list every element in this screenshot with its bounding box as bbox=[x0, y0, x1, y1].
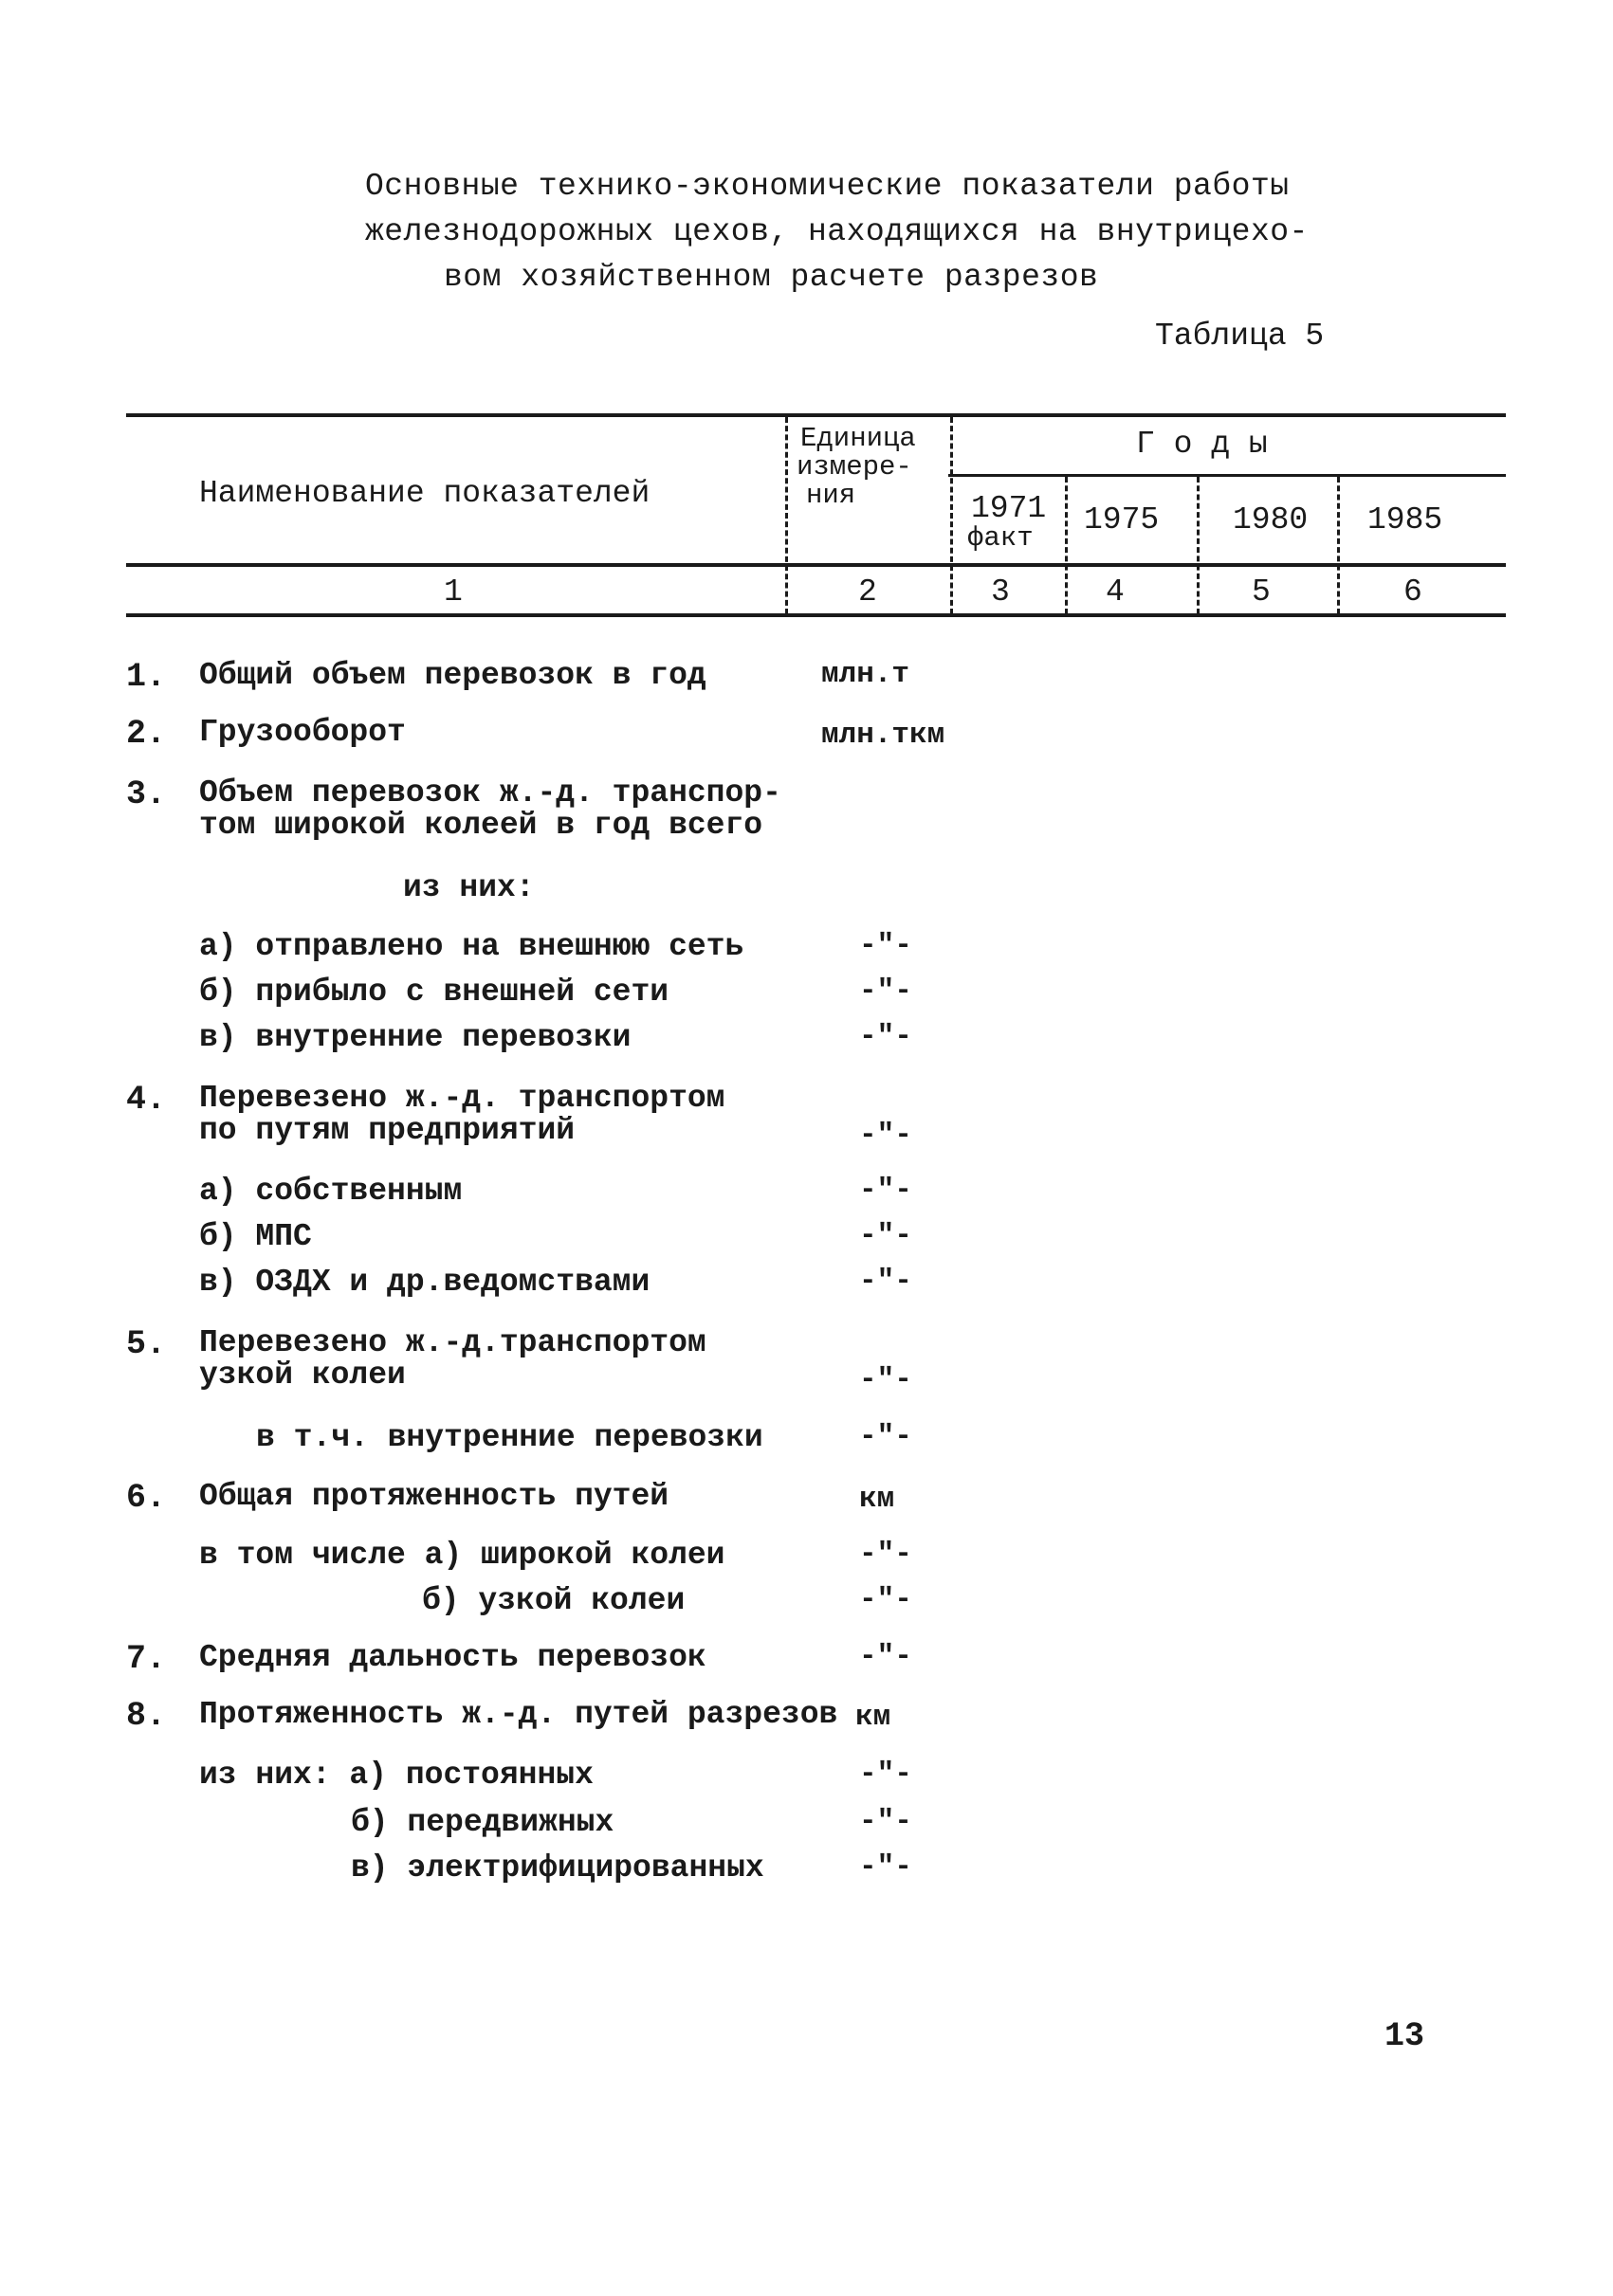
page-number: 13 bbox=[1384, 2017, 1425, 2055]
row-number: 5. bbox=[126, 1325, 167, 1363]
row-label: б) прибыло с внешней сети bbox=[199, 975, 669, 1010]
row-unit: -"- bbox=[859, 1020, 912, 1053]
row-label: а) собственным bbox=[199, 1174, 463, 1209]
header-unit-line-1: Единица bbox=[800, 423, 916, 454]
col-separator-3 bbox=[1065, 477, 1068, 614]
row-unit: млн.т bbox=[821, 658, 910, 691]
row-subheading: из них: bbox=[403, 870, 535, 905]
col-number-5: 5 bbox=[1252, 574, 1271, 610]
header-year-1971: 1971 bbox=[971, 491, 1047, 526]
row-label: в том числе а) широкой колеи bbox=[199, 1538, 725, 1573]
header-indicator-name: Наименование показателей bbox=[199, 476, 651, 511]
header-year-1975: 1975 bbox=[1084, 502, 1160, 538]
row-label-continued: узкой колеи bbox=[199, 1358, 406, 1393]
row-unit: -"- bbox=[859, 929, 912, 962]
row-label: Общий объем перевозок в год bbox=[199, 658, 706, 693]
row-unit: -"- bbox=[859, 1640, 912, 1673]
header-bottom-rule bbox=[126, 563, 1506, 567]
row-label: Грузооборот bbox=[199, 715, 406, 750]
row-label: Протяженность ж.-д. путей разрезов bbox=[199, 1697, 838, 1732]
row-unit: млн.ткм bbox=[821, 719, 945, 752]
row-label: Средняя дальность перевозок bbox=[199, 1640, 706, 1675]
row-unit: -"- bbox=[859, 1583, 912, 1616]
row-label: в) внутренние перевозки bbox=[199, 1020, 632, 1055]
row-unit: -"- bbox=[859, 1174, 912, 1207]
table-top-rule bbox=[126, 413, 1506, 417]
row-number: 1. bbox=[126, 658, 167, 696]
row-unit: км bbox=[855, 1701, 891, 1734]
row-label: в) электрифицированных bbox=[351, 1850, 764, 1886]
row-unit: -"- bbox=[859, 1119, 912, 1152]
row-unit: -"- bbox=[859, 1420, 912, 1453]
header-year-1985: 1985 bbox=[1367, 502, 1443, 538]
row-label-continued: том широкой колеей в год всего bbox=[199, 808, 763, 843]
row-unit: -"- bbox=[859, 1219, 912, 1252]
row-unit: -"- bbox=[859, 975, 912, 1008]
row-label-continued: по путям предприятий bbox=[199, 1113, 576, 1148]
col-separator-5 bbox=[1337, 477, 1340, 614]
header-unit-line-2: измере- bbox=[797, 451, 912, 483]
row-unit: -"- bbox=[859, 1363, 912, 1396]
col-separator-1 bbox=[785, 417, 788, 614]
col-number-2: 2 bbox=[858, 574, 877, 610]
row-number: 2. bbox=[126, 715, 167, 753]
col-number-3: 3 bbox=[991, 574, 1010, 610]
document-title-line-3: вом хозяйственном расчете разрезов bbox=[444, 260, 1099, 295]
row-label: а) отправлено на внешнюю сеть bbox=[199, 929, 744, 964]
years-subheader-rule bbox=[948, 474, 1506, 477]
row-unit: -"- bbox=[859, 1758, 912, 1791]
col-separator-2 bbox=[950, 417, 953, 614]
row-number: 4. bbox=[126, 1081, 167, 1119]
col-numbers-bottom-rule bbox=[126, 613, 1506, 617]
document-title-line-1: Основные технико-экономические показатели работы bbox=[365, 169, 1290, 204]
row-number: 3. bbox=[126, 775, 167, 813]
row-unit: -"- bbox=[859, 1850, 912, 1884]
row-number: 7. bbox=[126, 1640, 167, 1678]
header-year-1971-fact: факт bbox=[967, 522, 1034, 554]
row-label: б) МПС bbox=[199, 1219, 312, 1254]
row-unit: -"- bbox=[859, 1805, 912, 1838]
row-unit: -"- bbox=[859, 1538, 912, 1571]
table-label: Таблица 5 bbox=[1155, 319, 1325, 354]
row-number: 8. bbox=[126, 1697, 167, 1735]
document-title-line-2: железнодорожных цехов, находящихся на внутрицехо- bbox=[365, 214, 1309, 249]
col-number-4: 4 bbox=[1106, 574, 1125, 610]
row-label: Перевезено ж.-д.транспортом bbox=[199, 1325, 706, 1360]
row-unit: -"- bbox=[859, 1265, 912, 1298]
col-number-6: 6 bbox=[1403, 574, 1422, 610]
row-number: 6. bbox=[126, 1479, 167, 1517]
row-label: б) передвижных bbox=[351, 1805, 614, 1840]
row-label: из них: а) постоянных bbox=[199, 1758, 594, 1793]
row-label: в т.ч. внутренние перевозки bbox=[256, 1420, 763, 1455]
row-label: Общая протяженность путей bbox=[199, 1479, 669, 1514]
col-separator-4 bbox=[1197, 477, 1200, 614]
header-unit-line-3: ния bbox=[806, 480, 856, 511]
row-label: в) ОЗДХ и др.ведомствами bbox=[199, 1265, 651, 1300]
row-label: б) узкой колеи bbox=[422, 1583, 686, 1618]
col-number-1: 1 bbox=[444, 574, 463, 610]
row-label: Объем перевозок ж.-д. транспор- bbox=[199, 775, 781, 811]
header-year-1980: 1980 bbox=[1233, 502, 1309, 538]
row-label: Перевезено ж.-д. транспортом bbox=[199, 1081, 725, 1116]
header-years: Г о д ы bbox=[1136, 427, 1268, 462]
row-unit: км bbox=[859, 1483, 895, 1516]
